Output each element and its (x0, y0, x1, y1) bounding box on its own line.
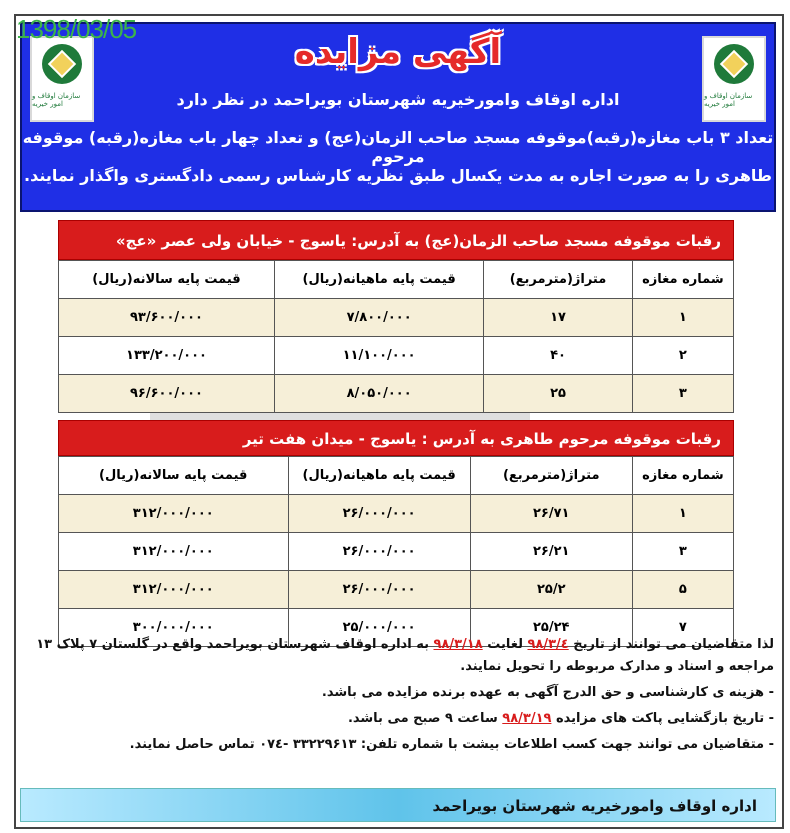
table-cell: ۲۶/۰۰۰/۰۰۰ (288, 571, 470, 609)
table2-header: شماره مغازه (632, 457, 733, 495)
logo-left-text: سازمان اوقاف و امور خیریه (32, 92, 81, 108)
footer-paragraph-1 (22, 634, 774, 678)
table2-header: قیمت پایه سالانه(ریال) (59, 457, 289, 495)
logo-right-text: سازمان اوقاف و امور خیریه (704, 92, 753, 108)
table-cell: ۷ (632, 609, 733, 647)
header-line-2: تعداد ۳ باب مغازه(رقبه)موقوفه مسجد صاحب الزمان(عج) و تعداد چهار باب مغازه(رقبه) موقوفه مرحوم (22, 128, 774, 166)
table-row (59, 337, 734, 375)
table-cell: ۳۱۲/۰۰۰/۰۰۰ (59, 571, 289, 609)
table1-section (58, 220, 734, 413)
footer-text: لذا متقاضیان می توانند از تاریخ (573, 637, 774, 652)
table-cell: ۴۰ (484, 337, 633, 375)
table-cell: ۳۱۲/۰۰۰/۰۰۰ (59, 495, 289, 533)
table-cell: ۲۵/۲۴ (470, 609, 632, 647)
footer-paragraph-4: - متقاضیان می توانند جهت کسب اطلاعات بیشت با شماره تلفن: ۳۳۲۲۹۶۱۳ -۰۷٤ تماس حاصل نمایند. (129, 737, 774, 752)
table-cell: ۹۳/۶۰۰/۰۰۰ (59, 299, 275, 337)
table-cell: ۵ (632, 571, 733, 609)
table-cell: ۲۵ (484, 375, 633, 413)
table-cell: ۹۶/۶۰۰/۰۰۰ (59, 375, 275, 413)
table1-header: قیمت پایه ماهیانه(ریال) (275, 261, 484, 299)
table-cell: ۱ (632, 299, 733, 337)
header-line-3: طاهری را به صورت اجاره به مدت یکسال طبق نظریه کارشناس رسمی دادگستری واگذار نمایند. (24, 166, 772, 185)
table-cell: ۲ (632, 337, 733, 375)
table1 (58, 260, 734, 413)
table-cell: ۲۶/۰۰۰/۰۰۰ (288, 533, 470, 571)
table-cell: ۳۱۲/۰۰۰/۰۰۰ (59, 533, 289, 571)
footer-paragraph-2: - هزینه ی کارشناسی و حق الدرج آگهی به عهده برنده مزایده می باشد. (321, 685, 774, 700)
table2-section (58, 420, 734, 647)
table-cell: ۲۵/۰۰۰/۰۰۰ (288, 609, 470, 647)
table2-header: قیمت پایه ماهیانه(ریال) (288, 457, 470, 495)
table-row (59, 533, 734, 571)
table-cell: ۲۵/۲ (470, 571, 632, 609)
footer-text: لغایت (487, 637, 523, 652)
table-cell: ۲۶/۷۱ (470, 495, 632, 533)
table-row (59, 299, 734, 337)
table2-header-row (59, 457, 734, 495)
table2 (58, 456, 734, 647)
table-cell: ۱۳۳/۲۰۰/۰۰۰ (59, 337, 275, 375)
table-cell: ۱۷ (484, 299, 633, 337)
table1-header-row (59, 261, 734, 299)
start-date: ۹۸/۳/٤ (527, 637, 569, 652)
footer-paragraph-3 (22, 708, 774, 730)
table1-header: متراژ(مترمربع) (484, 261, 633, 299)
footer-text: ساعت ۹ صبح می باشد. (347, 711, 498, 726)
table2-title: رقبات موقوفه مرحوم طاهری به آدرس : یاسوج - میدان هفت تیر (58, 420, 734, 456)
table-cell: ۸/۰۵۰/۰۰۰ (275, 375, 484, 413)
table-row (59, 375, 734, 413)
ad-header (20, 22, 776, 212)
ad-title: آگهی مزایده (294, 32, 502, 72)
table-cell: ۲۶/۲۱ (470, 533, 632, 571)
table1-title: رقبات موقوفه مسجد صاحب الزمان(عج) به آدرس: یاسوج - خیابان ولی عصر «عج» (58, 220, 734, 260)
date-stamp: 1398/03/05 (16, 14, 137, 44)
bottom-bar: اداره اوقاف وامورخیریه شهرستان بویراحمد (20, 788, 776, 822)
table1-header: شماره مغازه (632, 261, 733, 299)
table-cell: ۳ (632, 375, 733, 413)
end-date: ۹۸/۳/۱۸ (433, 637, 483, 652)
header-line-1: اداره اوقاف وامورخیریه شهرستان بویراحمد در نظر دارد (176, 90, 620, 109)
footer-text: به اداره اوقاف شهرستان بویراحمد واقع در گلستان ۷ پلاک ۱۳ مراجعه و اسناد و مدارک مربوطه را تحویل نمایند. (36, 637, 774, 674)
table-row (59, 571, 734, 609)
table-cell: ۳ (632, 533, 733, 571)
table-cell: ۳۰۰/۰۰۰/۰۰۰ (59, 609, 289, 647)
table-row (59, 495, 734, 533)
table-cell: ۷/۸۰۰/۰۰۰ (275, 299, 484, 337)
footer-text: - تاریخ بازگشایی پاکت های مزایده (555, 711, 774, 726)
table1-header: قیمت پایه سالانه(ریال) (59, 261, 275, 299)
table-cell: ۱ (632, 495, 733, 533)
table-cell: ۲۶/۰۰۰/۰۰۰ (288, 495, 470, 533)
table-cell: ۱۱/۱۰۰/۰۰۰ (275, 337, 484, 375)
table2-header: متراژ(مترمربع) (470, 457, 632, 495)
opening-date: ۹۸/۳/۱۹ (502, 711, 552, 726)
ad-footer (22, 634, 774, 760)
